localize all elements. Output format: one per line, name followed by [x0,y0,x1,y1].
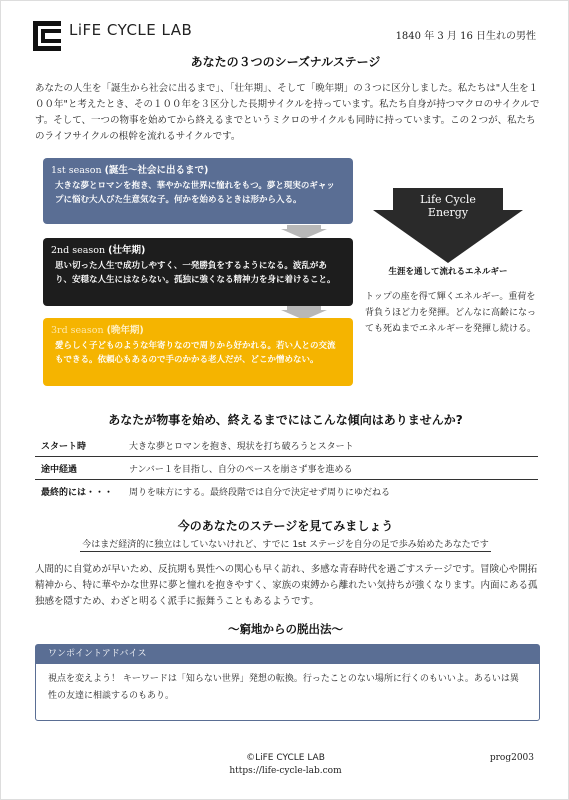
stage-3rd-season [43,318,353,386]
stage-2nd-season [43,238,353,306]
trend-row [35,480,538,502]
advice-heading: ワンポイントアドバイス [36,645,539,664]
footer-code: prog2003 [489,753,534,763]
lcl-logo-icon [31,19,63,53]
trend-row-value: 周りを味方にする。最終段階では自分で決定せず周りにゆだねる [129,488,391,498]
stage-title [51,242,353,256]
intro-paragraph: あなたの人生を「誕生から社会に出るまで」、「壮年期」、そして「晩年期」の３つに区分しました。私たちは"人生を１００年"と考えたとき、その１００年を３区分した長期サイクルを持っています。私たち自身が持つマクロのサイクルです。そして、一つの物事を始めてから終えるまでというミクロのサイクルも同時に持っています。この２つが、私たちのライフサイクルの根幹を流れるサイクルです。 [35,83,540,142]
energy-label-line2: Energy [427,206,469,219]
energy-caption: 生涯を通して流れるエネルギー [388,267,508,277]
stage-season: 1st season [51,165,102,176]
trend-title: あなたが物事を始め、終えるまでにはこんな傾向はありませんか? [108,413,463,427]
stage-season: 2nd season [51,245,106,256]
stage-title [51,162,353,176]
down-arrow-icon [281,225,327,239]
trend-row [35,457,538,480]
energy-label-line1: Life Cycle [420,193,476,206]
person-info: 1840 年 3 月 16 日生れの男性 [395,31,536,42]
stage-name: (誕生〜社会に出るまで) [104,165,209,176]
stage-description: 愛らしく子どものような年寄りなので周りから好かれる。若い人との交流もできる。依頼心もあるので手のかかる老人だが、どこか憎めない。 [55,341,336,365]
trend-row [35,434,538,457]
advice-box [35,644,540,721]
energy-description: トップの座を得て輝くエネルギー。重荷を背負うほど力を発揮。どんなに高齢になっても死ぬまでエネルギーを発揮し続ける。 [365,292,537,334]
current-stage-subtitle-text: 今はまだ経済的に独立はしていないけれど、すでに 1st ステージを自分の足で歩み始めたあなたです [82,540,489,550]
brand-name: LiFE CYCLE LAB [69,21,193,39]
stage-name: (壮年期) [108,245,146,256]
footer-copyright: ©LiFE CYCLE LAB [246,753,325,763]
advice-text: 視点を変えよう！ キーワードは「知らない世界」発想の転換。行ったことのない場所に行くのもいいよ。あるいは異性の友達に相談するのもあり。 [48,674,519,701]
seasonal-stage-title: あなたの３つのシーズナルステージ [190,55,381,69]
stage-title [51,322,353,336]
current-stage-paragraph: 人間的に自覚めが早いため、反抗期も異性への関心も早く訪れ、多感な青春時代を過ごすステージです。冒険心や開拓精神から、特に華やかな世界に夢と憧れを抱きやすく、家族の束縛から離れたい気持ちが強くなります。内面にある孤独感を隠すため、わざと明るく派手に振舞うこともあるようです。 [35,564,538,607]
stage-description: 思い切った人生で成功しやすく、一発勝負をするようになる。波乱があり、安穏な人生にはならない。孤独に強くなる精神力を身に着けること。 [55,261,336,285]
stage-description: 大きな夢とロマンを抱き、華やかな世界に憧れをもつ。夢と現実のギャップに悩む大人びた生意気な子。何かを始めるときは形から入る。 [55,181,335,205]
stage-1st-season [43,158,353,224]
current-stage-subtitle [1,537,569,550]
trend-row-label: 最終的には・・・ [41,488,114,498]
footer-url[interactable]: https://life-cycle-lab.com [229,766,342,776]
trend-row-value: ナンバー１を目指し、自分のペースを崩さず事を進める [129,465,353,475]
current-stage-title: 今のあなたのステージを見てみましょう [177,519,394,533]
trend-row-value: 大きな夢とロマンを抱き、現状を打ち破ろうとスタート [129,442,354,452]
stage-season: 3rd season [51,325,104,336]
trend-row-label: スタート時 [41,442,87,452]
escape-title: 〜窮地からの脱出法〜 [228,622,343,636]
energy-label [373,193,523,219]
trend-row-label: 途中経過 [41,465,78,475]
stage-name: (晩年期) [106,325,144,336]
